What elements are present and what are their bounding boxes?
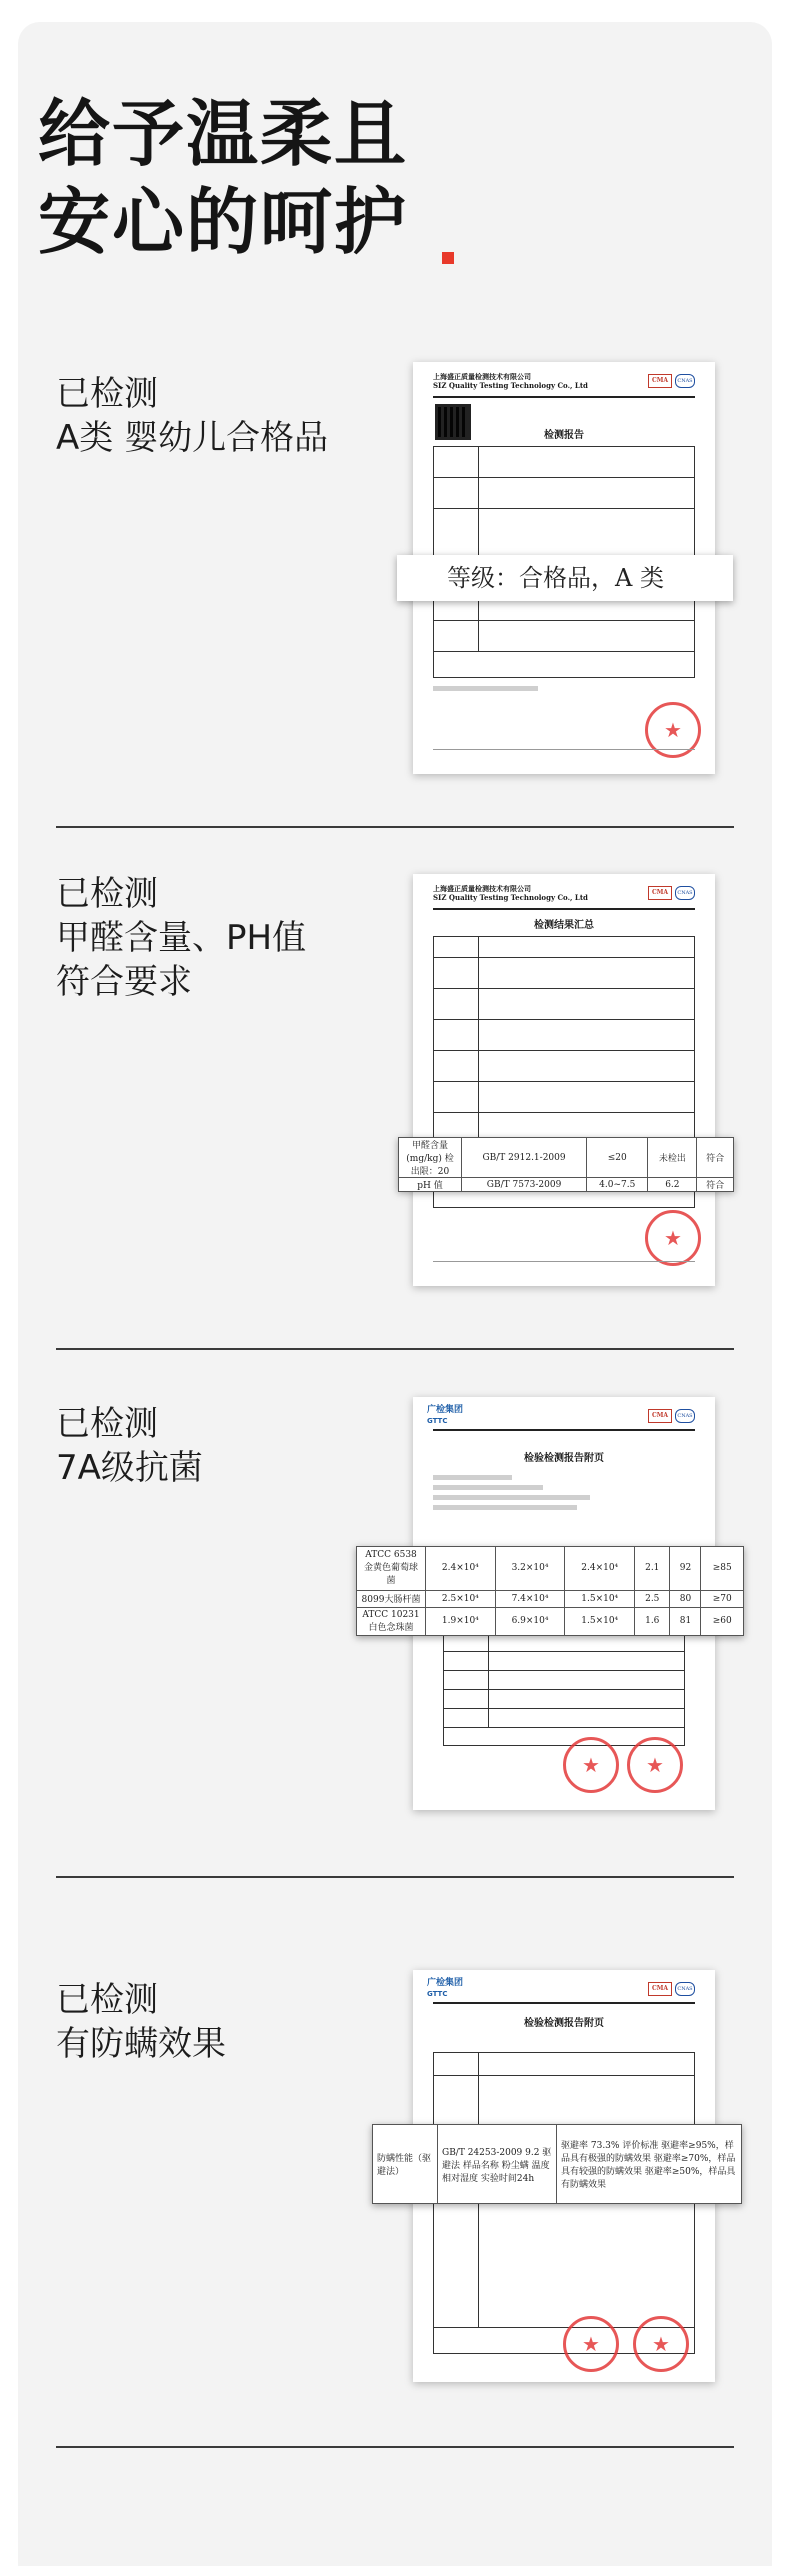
report-3-table [443, 1632, 685, 1746]
cell-result: 未检出 [648, 1138, 697, 1178]
cma-logo-icon: CMA [648, 374, 672, 388]
cell-value: 1.5×10⁴ [565, 1590, 635, 1607]
section-2-line-1: 已检测 [56, 874, 158, 914]
report-4-antimite-overlay [372, 2124, 742, 2204]
cell-value: 6.9×10⁴ [495, 1607, 565, 1635]
red-seal-stamp-icon: ★ [645, 1210, 701, 1266]
table-row [399, 1138, 734, 1178]
cell-result: 6.2 [648, 1178, 697, 1192]
cell-item: 防螨性能（驱避法） [373, 2125, 438, 2204]
cell-value: ≥85 [701, 1547, 744, 1591]
section-3-text [56, 1402, 203, 1490]
cell-value: 7.4×10⁴ [495, 1590, 565, 1607]
cell-item: 甲醛含量 (mg/kg) 检出限：20 [399, 1138, 462, 1178]
cma-logo-icon: CMA [648, 1982, 672, 1996]
cma-logo-icon: CMA [648, 1409, 672, 1423]
cell-value: 92 [670, 1547, 701, 1591]
report-2-results-overlay [398, 1137, 734, 1191]
section-4-text [56, 1978, 226, 2066]
cell-value: 2.1 [635, 1547, 670, 1591]
cell-strain: 8099大肠杆菌 [357, 1590, 426, 1607]
cell-value: 81 [670, 1607, 701, 1635]
cell-item: pH 值 [399, 1178, 462, 1192]
accent-dot [442, 252, 454, 264]
cell-strain: ATCC 6538金黄色葡萄球菌 [357, 1547, 426, 1591]
cell-method: GB/T 7573-2009 [462, 1178, 587, 1192]
section-4-line-1: 已检测 [56, 1980, 158, 2020]
section-2-text [56, 872, 306, 1004]
report-2-document [413, 874, 715, 1286]
section-2-line-3: 符合要求 [56, 962, 192, 1002]
section-4-line-2: 有防螨效果 [56, 2024, 226, 2064]
section-1-text [56, 372, 328, 460]
report-1-title: 检测报告 [544, 430, 584, 441]
table-row [357, 1607, 744, 1635]
cell-value: 3.2×10⁴ [495, 1547, 565, 1591]
report-2-institution-en: SIZ Quality Testing Technology Co., Ltd [433, 893, 588, 902]
cell-value: 2.5×10⁴ [426, 1590, 496, 1607]
report-1-grade-overlay [397, 555, 733, 601]
report-1-institution-en: SIZ Quality Testing Technology Co., Ltd [433, 381, 588, 390]
table-row [357, 1590, 744, 1607]
gttc-logo-icon [427, 1978, 491, 2000]
report-4-org: 广检集团 [427, 1978, 464, 1988]
cell-method: GB/T 2912.1-2009 [462, 1138, 587, 1178]
cell-value: 80 [670, 1590, 701, 1607]
cell-value: ≥70 [701, 1590, 744, 1607]
section-divider-4 [56, 2446, 734, 2448]
cma-logo-icon: CMA [648, 886, 672, 900]
cell-value: 2.5 [635, 1590, 670, 1607]
section-3-line-2: 7A级抗菌 [56, 1448, 203, 1488]
table-row [399, 1178, 734, 1192]
cell-value: 2.4×10⁴ [565, 1547, 635, 1591]
report-1-grade-text: 等级：合格品，A 类 [447, 564, 664, 592]
section-1-line-1: 已检测 [56, 374, 158, 414]
cell-verdict: 符合 [697, 1138, 734, 1178]
report-2-institution: 上海盛正质量检测技术有限公司 [433, 884, 531, 893]
red-seal-stamp-icon: ★ [645, 702, 701, 758]
cell-value: 1.9×10⁴ [426, 1607, 496, 1635]
section-divider-3 [56, 1876, 734, 1878]
hero-title [38, 90, 408, 266]
section-divider-1 [56, 826, 734, 828]
report-4-org-en: GTTC [427, 1990, 448, 1998]
cell-verdict: 符合 [697, 1178, 734, 1192]
table-row [357, 1547, 744, 1591]
cnas-logo-icon: CNAS [675, 886, 695, 900]
red-seal-stamp-icon: ★ [563, 1737, 619, 1793]
report-4-title: 检验检测报告附页 [524, 2018, 604, 2029]
cnas-logo-icon: CNAS [675, 1409, 695, 1423]
gttc-logo-icon [427, 1405, 491, 1427]
report-3-org: 广检集团 [427, 1405, 464, 1415]
cell-requirement: 4.0~7.5 [587, 1178, 648, 1192]
cell-value: 1.5×10⁴ [565, 1607, 635, 1635]
red-seal-stamp-icon: ★ [563, 2316, 619, 2372]
report-4-antimite-table [372, 2124, 742, 2204]
red-seal-stamp-icon: ★ [633, 2316, 689, 2372]
report-3-antibacterial-table [356, 1546, 744, 1636]
hero-title-line-1: 给予温柔且 [38, 92, 409, 176]
red-seal-stamp-icon: ★ [627, 1737, 683, 1793]
hero-title-line-2: 安心的呵护 [38, 180, 409, 264]
report-3-antibacterial-overlay [356, 1546, 744, 1636]
cell-value: 2.4×10⁴ [426, 1547, 496, 1591]
report-1-institution: 上海盛正质量检测技术有限公司 [433, 372, 531, 381]
report-3-org-en: GTTC [427, 1417, 448, 1425]
section-3-line-1: 已检测 [56, 1404, 158, 1444]
report-3-title: 检验检测报告附页 [524, 1453, 604, 1464]
section-divider-2 [56, 1348, 734, 1350]
cell-value: ≥60 [701, 1607, 744, 1635]
section-1-line-2: A类 婴幼儿合格品 [56, 418, 329, 458]
table-row [373, 2125, 742, 2204]
cell-method: GB/T 24253-2009 9.2 驱避法 样品名称 粉尘螨 温度 相对湿度 实验时间24h [438, 2125, 557, 2204]
report-2-title: 检测结果汇总 [534, 920, 594, 931]
report-2-results-table [398, 1137, 734, 1192]
cnas-logo-icon: CNAS [675, 374, 695, 388]
cell-strain: ATCC 10231白色念珠菌 [357, 1607, 426, 1635]
cnas-logo-icon: CNAS [675, 1982, 695, 1996]
section-2-line-2: 甲醛含量、PH值 [56, 918, 307, 958]
cell-result: 驱避率 73.3% 评价标准 驱避率≥95%，样品具有极强的防螨效果 驱避率≥70%，样品具有较强的防螨效果 驱避率≥50%，样品具有防螨效果 [557, 2125, 742, 2204]
cell-requirement: ≤20 [587, 1138, 648, 1178]
cell-value: 1.6 [635, 1607, 670, 1635]
